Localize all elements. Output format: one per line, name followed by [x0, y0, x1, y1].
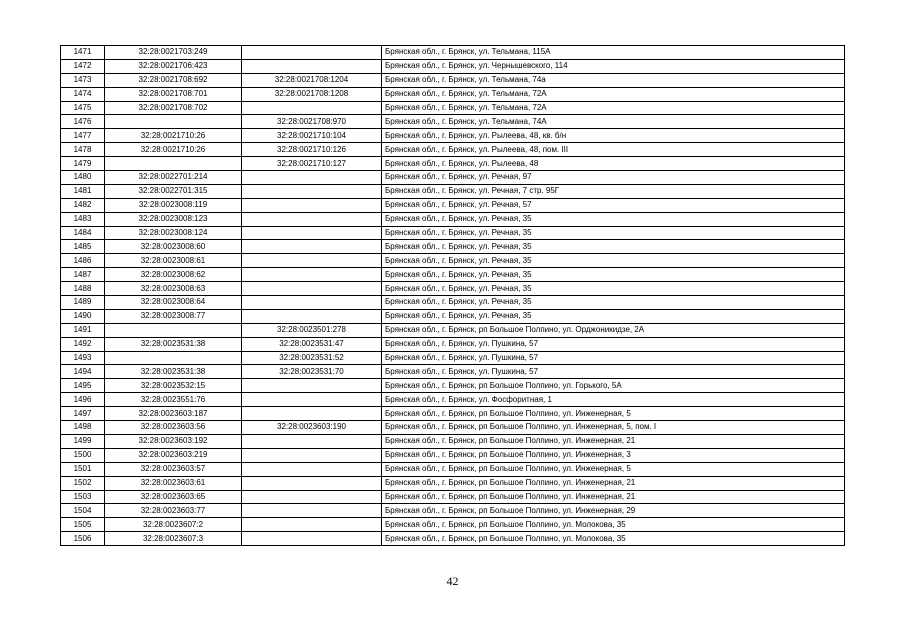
- row-number-cell: 1498: [61, 421, 105, 435]
- row-number-cell: 1487: [61, 268, 105, 282]
- row-number-cell: 1482: [61, 198, 105, 212]
- cadastral-number-cell: 32:28:0023603:65: [105, 490, 242, 504]
- cadastral-number-cell: 32:28:0021710:26: [105, 143, 242, 157]
- object-cadastral-number-cell: [242, 198, 382, 212]
- address-cell: Брянская обл., г. Брянск, ул. Пушкина, 57: [382, 337, 845, 351]
- address-cell: Брянская обл., г. Брянск, рп Большое Полпино, ул. Инженерная, 5: [382, 407, 845, 421]
- row-number-cell: 1486: [61, 254, 105, 268]
- row-number-cell: 1479: [61, 157, 105, 171]
- row-number-cell: 1502: [61, 476, 105, 490]
- address-cell: Брянская обл., г. Брянск, ул. Речная, 97: [382, 171, 845, 185]
- table-row: [61, 46, 845, 60]
- row-number-cell: 1489: [61, 296, 105, 310]
- row-number-cell: 1495: [61, 379, 105, 393]
- table-row: [61, 518, 845, 532]
- object-cadastral-number-cell: [242, 282, 382, 296]
- page-number: 42: [446, 574, 459, 588]
- table-row: [61, 73, 845, 87]
- cadastral-number-cell: [105, 157, 242, 171]
- object-cadastral-number-cell: [242, 171, 382, 185]
- object-cadastral-number-cell: [242, 476, 382, 490]
- cadastral-number-cell: [105, 323, 242, 337]
- address-cell: Брянская обл., г. Брянск, рп Большое Полпино, ул. Горького, 5А: [382, 379, 845, 393]
- cadastral-number-cell: 32:28:0023008:61: [105, 254, 242, 268]
- property-table-body: [61, 46, 845, 546]
- address-cell: Брянская обл., г. Брянск, ул. Речная, 35: [382, 226, 845, 240]
- row-number-cell: 1474: [61, 87, 105, 101]
- row-number-cell: 1494: [61, 365, 105, 379]
- table-row: [61, 101, 845, 115]
- table-row: [61, 337, 845, 351]
- cadastral-number-cell: 32:28:0023008:63: [105, 282, 242, 296]
- table-row: [61, 434, 845, 448]
- cadastral-number-cell: 32:28:0023603:219: [105, 448, 242, 462]
- table-row: [61, 393, 845, 407]
- object-cadastral-number-cell: [242, 434, 382, 448]
- table-row: [61, 323, 845, 337]
- object-cadastral-number-cell: 32:28:0021710:126: [242, 143, 382, 157]
- cadastral-number-cell: 32:28:0021703:249: [105, 46, 242, 60]
- object-cadastral-number-cell: [242, 184, 382, 198]
- object-cadastral-number-cell: [242, 518, 382, 532]
- cadastral-number-cell: 32:28:0023008:119: [105, 198, 242, 212]
- table-row: [61, 184, 845, 198]
- cadastral-number-cell: 32:28:0023531:38: [105, 337, 242, 351]
- cadastral-number-cell: 32:28:0023607:3: [105, 532, 242, 546]
- address-cell: Брянская обл., г. Брянск, ул. Тельмана, 72А: [382, 87, 845, 101]
- table-row: [61, 212, 845, 226]
- table-row: [61, 143, 845, 157]
- table-row: [61, 254, 845, 268]
- address-cell: Брянская обл., г. Брянск, рп Большое Полпино, ул. Инженерная, 21: [382, 434, 845, 448]
- object-cadastral-number-cell: 32:28:0021708:970: [242, 115, 382, 129]
- object-cadastral-number-cell: [242, 407, 382, 421]
- table-row: [61, 129, 845, 143]
- table-row: [61, 476, 845, 490]
- row-number-cell: 1488: [61, 282, 105, 296]
- address-cell: Брянская обл., г. Брянск, ул. Пушкина, 57: [382, 351, 845, 365]
- object-cadastral-number-cell: [242, 309, 382, 323]
- table-row: [61, 198, 845, 212]
- row-number-cell: 1472: [61, 59, 105, 73]
- object-cadastral-number-cell: [242, 254, 382, 268]
- row-number-cell: 1481: [61, 184, 105, 198]
- row-number-cell: 1476: [61, 115, 105, 129]
- address-cell: Брянская обл., г. Брянск, рп Большое Полпино, ул. Инженерная, 29: [382, 504, 845, 518]
- address-cell: Брянская обл., г. Брянск, рп Большое Полпино, ул. Инженерная, 3: [382, 448, 845, 462]
- object-cadastral-number-cell: [242, 59, 382, 73]
- cadastral-number-cell: 32:28:0023531:38: [105, 365, 242, 379]
- cadastral-number-cell: 32:28:0023008:64: [105, 296, 242, 310]
- address-cell: Брянская обл., г. Брянск, ул. Фосфоритная, 1: [382, 393, 845, 407]
- address-cell: Брянская обл., г. Брянск, ул. Тельмана, 74а: [382, 73, 845, 87]
- address-cell: Брянская обл., г. Брянск, ул. Тельмана, 74А: [382, 115, 845, 129]
- object-cadastral-number-cell: 32:28:0021710:104: [242, 129, 382, 143]
- cadastral-number-cell: 32:28:0022701:315: [105, 184, 242, 198]
- object-cadastral-number-cell: 32:28:0023603:190: [242, 421, 382, 435]
- cadastral-number-cell: 32:28:0023603:57: [105, 462, 242, 476]
- table-row: [61, 490, 845, 504]
- object-cadastral-number-cell: [242, 46, 382, 60]
- cadastral-number-cell: 32:28:0023008:124: [105, 226, 242, 240]
- cadastral-number-cell: 32:28:0023008:123: [105, 212, 242, 226]
- address-cell: Брянская обл., г. Брянск, ул. Речная, 57: [382, 198, 845, 212]
- cadastral-number-cell: 32:28:0023603:77: [105, 504, 242, 518]
- row-number-cell: 1490: [61, 309, 105, 323]
- table-row: [61, 59, 845, 73]
- table-row: [61, 268, 845, 282]
- address-cell: Брянская обл., г. Брянск, ул. Речная, 35: [382, 296, 845, 310]
- object-cadastral-number-cell: 32:28:0023531:52: [242, 351, 382, 365]
- cadastral-number-cell: 32:28:0023603:187: [105, 407, 242, 421]
- row-number-cell: 1497: [61, 407, 105, 421]
- row-number-cell: 1480: [61, 171, 105, 185]
- cadastral-number-cell: 32:28:0022701:214: [105, 171, 242, 185]
- object-cadastral-number-cell: 32:28:0023531:70: [242, 365, 382, 379]
- row-number-cell: 1499: [61, 434, 105, 448]
- address-cell: Брянская обл., г. Брянск, рп Большое Полпино, ул. Инженерная, 21: [382, 490, 845, 504]
- address-cell: Брянская обл., г. Брянск, рп Большое Полпино, ул. Молокова, 35: [382, 532, 845, 546]
- object-cadastral-number-cell: [242, 462, 382, 476]
- table-row: [61, 240, 845, 254]
- table-row: [61, 448, 845, 462]
- table-row: [61, 532, 845, 546]
- row-number-cell: 1503: [61, 490, 105, 504]
- object-cadastral-number-cell: 32:28:0021708:1204: [242, 73, 382, 87]
- row-number-cell: 1506: [61, 532, 105, 546]
- cadastral-number-cell: 32:28:0023607:2: [105, 518, 242, 532]
- row-number-cell: 1475: [61, 101, 105, 115]
- object-cadastral-number-cell: [242, 226, 382, 240]
- row-number-cell: 1500: [61, 448, 105, 462]
- address-cell: Брянская обл., г. Брянск, рп Большое Полпино, ул. Инженерная, 21: [382, 476, 845, 490]
- cadastral-number-cell: 32:28:0023551:76: [105, 393, 242, 407]
- address-cell: Брянская обл., г. Брянск, ул. Пушкина, 57: [382, 365, 845, 379]
- table-row: [61, 296, 845, 310]
- table-row: [61, 87, 845, 101]
- cadastral-number-cell: 32:28:0021710:26: [105, 129, 242, 143]
- cadastral-number-cell: 32:28:0021708:702: [105, 101, 242, 115]
- address-cell: Брянская обл., г. Брянск, ул. Чернышевского, 114: [382, 59, 845, 73]
- object-cadastral-number-cell: [242, 504, 382, 518]
- cadastral-number-cell: 32:28:0021708:701: [105, 87, 242, 101]
- table-row: [61, 407, 845, 421]
- address-cell: Брянская обл., г. Брянск, ул. Речная, 35: [382, 212, 845, 226]
- row-number-cell: 1501: [61, 462, 105, 476]
- address-cell: Брянская обл., г. Брянск, ул. Речная, 35: [382, 282, 845, 296]
- row-number-cell: 1478: [61, 143, 105, 157]
- row-number-cell: 1493: [61, 351, 105, 365]
- cadastral-number-cell: [105, 115, 242, 129]
- address-cell: Брянская обл., г. Брянск, ул. Тельмана, 115А: [382, 46, 845, 60]
- object-cadastral-number-cell: 32:28:0023531:47: [242, 337, 382, 351]
- object-cadastral-number-cell: [242, 296, 382, 310]
- address-cell: Брянская обл., г. Брянск, рп Большое Полпино, ул. Орджоникидзе, 2А: [382, 323, 845, 337]
- object-cadastral-number-cell: [242, 490, 382, 504]
- address-cell: Брянская обл., г. Брянск, ул. Рылеева, 48, пом. III: [382, 143, 845, 157]
- object-cadastral-number-cell: [242, 393, 382, 407]
- row-number-cell: 1504: [61, 504, 105, 518]
- address-cell: Брянская обл., г. Брянск, ул. Тельмана, 72А: [382, 101, 845, 115]
- row-number-cell: 1484: [61, 226, 105, 240]
- address-cell: Брянская обл., г. Брянск, ул. Речная, 35: [382, 268, 845, 282]
- cadastral-number-cell: 32:28:0023008:60: [105, 240, 242, 254]
- row-number-cell: 1492: [61, 337, 105, 351]
- address-cell: Брянская обл., г. Брянск, рп Большое Полпино, ул. Инженерная, 5: [382, 462, 845, 476]
- address-cell: Брянская обл., г. Брянск, ул. Рылеева, 48, кв. б/н: [382, 129, 845, 143]
- cadastral-number-cell: 32:28:0021708:692: [105, 73, 242, 87]
- cadastral-number-cell: 32:28:0023603:61: [105, 476, 242, 490]
- table-row: [61, 504, 845, 518]
- row-number-cell: 1477: [61, 129, 105, 143]
- object-cadastral-number-cell: 32:28:0021708:1208: [242, 87, 382, 101]
- row-number-cell: 1491: [61, 323, 105, 337]
- cadastral-number-cell: 32:28:0023603:192: [105, 434, 242, 448]
- address-cell: Брянская обл., г. Брянск, ул. Речная, 35: [382, 254, 845, 268]
- cadastral-number-cell: 32:28:0023532:15: [105, 379, 242, 393]
- cadastral-number-cell: 32:28:0023008:77: [105, 309, 242, 323]
- table-row: [61, 226, 845, 240]
- cadastral-number-cell: 32:28:0021706:423: [105, 59, 242, 73]
- cadastral-number-cell: 32:28:0023603:56: [105, 421, 242, 435]
- row-number-cell: 1471: [61, 46, 105, 60]
- table-row: [61, 462, 845, 476]
- object-cadastral-number-cell: [242, 240, 382, 254]
- table-row: [61, 421, 845, 435]
- address-cell: Брянская обл., г. Брянск, ул. Речная, 35: [382, 240, 845, 254]
- table-row: [61, 309, 845, 323]
- cadastral-number-cell: [105, 351, 242, 365]
- row-number-cell: 1505: [61, 518, 105, 532]
- row-number-cell: 1483: [61, 212, 105, 226]
- object-cadastral-number-cell: [242, 101, 382, 115]
- cadastral-number-cell: 32:28:0023008:62: [105, 268, 242, 282]
- table-row: [61, 115, 845, 129]
- object-cadastral-number-cell: [242, 379, 382, 393]
- address-cell: Брянская обл., г. Брянск, ул. Рылеева, 48: [382, 157, 845, 171]
- table-row: [61, 379, 845, 393]
- table-row: [61, 157, 845, 171]
- object-cadastral-number-cell: 32:28:0021710:127: [242, 157, 382, 171]
- address-cell: Брянская обл., г. Брянск, ул. Речная, 7 стр. 95Г: [382, 184, 845, 198]
- table-row: [61, 351, 845, 365]
- row-number-cell: 1496: [61, 393, 105, 407]
- table-row: [61, 171, 845, 185]
- address-cell: Брянская обл., г. Брянск, ул. Речная, 35: [382, 309, 845, 323]
- object-cadastral-number-cell: [242, 212, 382, 226]
- table-row: [61, 365, 845, 379]
- object-cadastral-number-cell: [242, 532, 382, 546]
- object-cadastral-number-cell: 32:28:0023501:278: [242, 323, 382, 337]
- property-table: [60, 45, 845, 546]
- address-cell: Брянская обл., г. Брянск, рп Большое Полпино, ул. Инженерная, 5, пом. I: [382, 421, 845, 435]
- object-cadastral-number-cell: [242, 448, 382, 462]
- address-cell: Брянская обл., г. Брянск, рп Большое Полпино, ул. Молокова, 35: [382, 518, 845, 532]
- row-number-cell: 1473: [61, 73, 105, 87]
- table-row: [61, 282, 845, 296]
- object-cadastral-number-cell: [242, 268, 382, 282]
- row-number-cell: 1485: [61, 240, 105, 254]
